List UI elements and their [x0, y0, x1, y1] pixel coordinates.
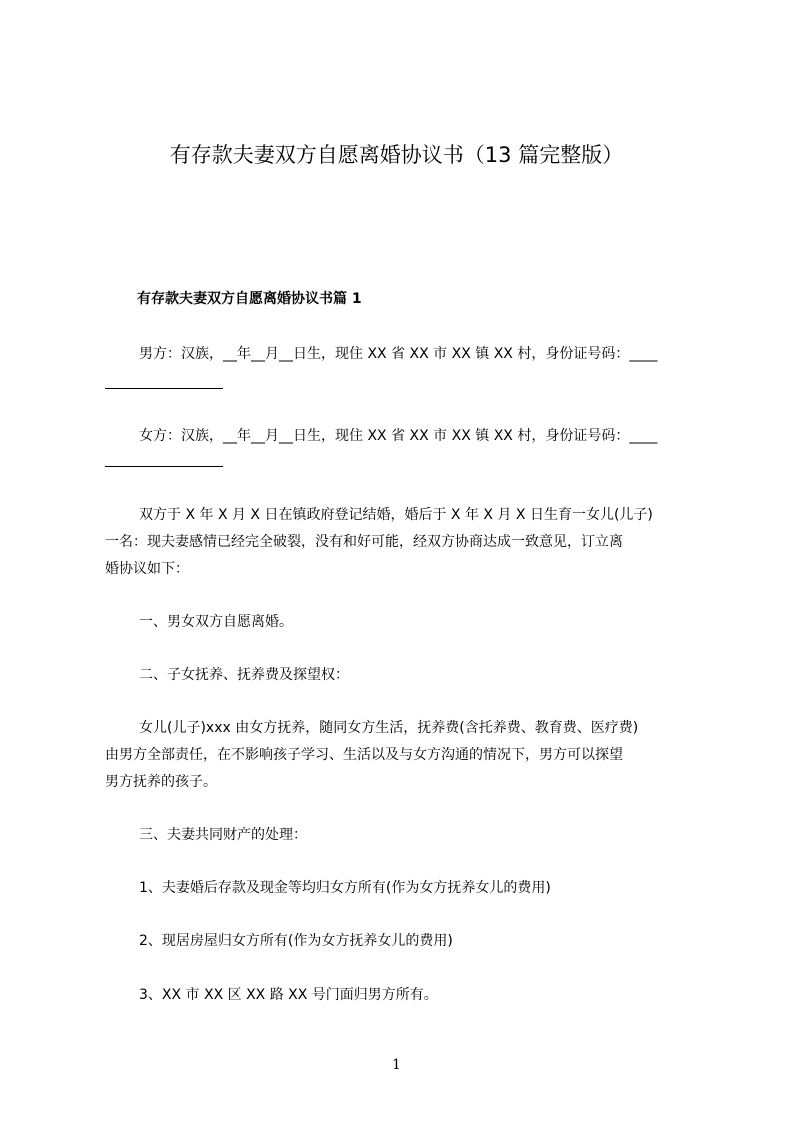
clause-2: 二、子女抚养、抚养费及探望权： — [139, 667, 349, 683]
male-id-underline — [105, 388, 223, 389]
custody-line-1: 女儿(儿子)xxx 由女方抚养，随同女方生活，抚养费(含托养费、教育费、医疗费) — [139, 720, 639, 736]
female-party-line: 女方：汉族，__年__月__日生，现住 XX 省 XX 市 XX 镇 XX 村，身份证号码：____ — [139, 428, 658, 444]
custody-line-2: 由男方全部责任，在不影响孩子学习、生活以及与女方沟通的情况下，男方可以探望 — [105, 747, 623, 763]
clause-1: 一、男女双方自愿离婚。 — [139, 614, 293, 630]
male-party-line: 男方：汉族，__年__月__日生，现住 XX 省 XX 市 XX 镇 XX 村，身份证号码：____ — [139, 346, 658, 362]
female-id-underline — [105, 466, 223, 467]
custody-line-3: 男方抚养的孩子。 — [105, 774, 217, 790]
intro-line-2: 一名：现夫妻感情已经完全破裂，没有和好可能，经双方协商达成一致意见，订立离 — [105, 534, 623, 550]
section-heading: 有存款夫妻双方自愿离婚协议书篇 1 — [137, 291, 362, 307]
document-title: 有存款夫妻双方自愿离婚协议书（13 篇完整版） — [169, 143, 624, 167]
property-item-3: 3、XX 市 XX 区 XX 路 XX 号门面归男方所有。 — [139, 987, 438, 1003]
page-number: 1 — [392, 1057, 401, 1073]
intro-line-1: 双方于 X 年 X 月 X 日在镇政府登记结婚，婚后于 X 年 X 月 X 日生育一女儿(儿子) — [139, 507, 653, 523]
property-item-2: 2、现居房屋归女方所有(作为女方抚养女儿的费用) — [139, 933, 453, 949]
property-item-1: 1、夫妻婚后存款及现金等均归女方所有(作为女方抚养女儿的费用) — [139, 880, 551, 896]
intro-line-3: 婚协议如下： — [105, 561, 189, 577]
clause-3: 三、夫妻共同财产的处理： — [139, 827, 307, 843]
